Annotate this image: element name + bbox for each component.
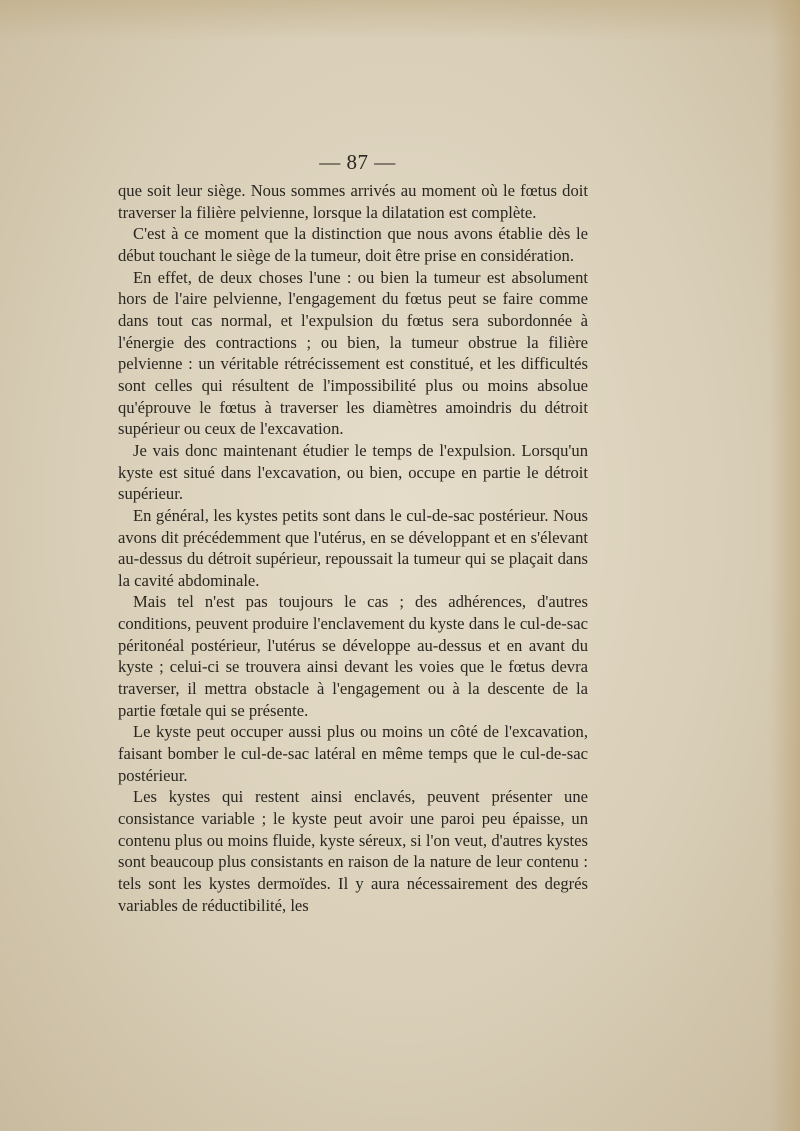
paragraph: En général, les kystes petits sont dans le cul-de-sac postérieur. Nous avons dit précédemment que l'utérus, en se développant et en s'élevant au-dessus du détroit supérieur, repoussait la tumeur qui se plaçait dans la cavité abdominale. xyxy=(118,505,588,590)
paragraph: Les kystes qui restent ainsi enclavés, peuvent présenter une consistance variable ; le kyste peut avoir une paroi peu épaisse, un contenu plus ou moins fluide, kyste séreux, si l'on veut, d'autres kystes sont beaucoup plus consistants en raison de la nature de leur contenu : tels sont les kystes dermoïdes. Il y aura nécessairement des degrés variables de réductibilité, les xyxy=(118,787,588,915)
page-number: — 87 — xyxy=(319,150,396,174)
body-text xyxy=(118,180,588,916)
page-edge-shadow-right xyxy=(770,0,800,1131)
paragraph: Je vais donc maintenant étudier le temps de l'expulsion. Lorsqu'un kyste est situé dans l'excavation, ou bien, occupe en partie le détroit supérieur. xyxy=(118,440,588,504)
paragraph: Mais tel n'est pas toujours le cas ; des adhérences, d'autres conditions, peuvent produire l'enclavement du kyste dans le cul-de-sac péritonéal postérieur, l'utérus se développe au-dessus et en avant du kyste ; celui-ci se trouvera ainsi devant les voies que le fœtus devra traverser, il mettra obstacle à l'engagement ou à la descente de la partie fœtale qui se présente. xyxy=(118,592,588,720)
page-edge-shadow-top xyxy=(0,0,800,40)
paragraph: C'est à ce moment que la distinction que nous avons établie dès le début touchant le siège de la tumeur, doit être prise en considération. xyxy=(118,224,588,265)
paragraph: Le kyste peut occuper aussi plus ou moins un côté de l'excavation, faisant bomber le cul-de-sac latéral en même temps que le cul-de-sac postérieur. xyxy=(118,722,588,785)
paragraph: En effet, de deux choses l'une : ou bien la tumeur est absolument hors de l'aire pelvienne, l'engagement du fœtus peut se faire comme dans tout cas normal, et l'expulsion du fœtus sera subordonnée à l'énergie des contractions ; ou bien, la tumeur obstrue la filière pelvienne : un véritable rétrécissement est constitué, et les difficultés sont celles qui résultent de l'impossibilité plus ou moins absolue qu'éprouve le fœtus à traverser les diamètres amoindris du détroit supérieur ou ceux de l'excavation. xyxy=(118,267,588,439)
paragraph: que soit leur siège. Nous sommes arrivés au moment où le fœtus doit traverser la filière pelvienne, lorsque la dilatation est complète. xyxy=(118,181,588,222)
